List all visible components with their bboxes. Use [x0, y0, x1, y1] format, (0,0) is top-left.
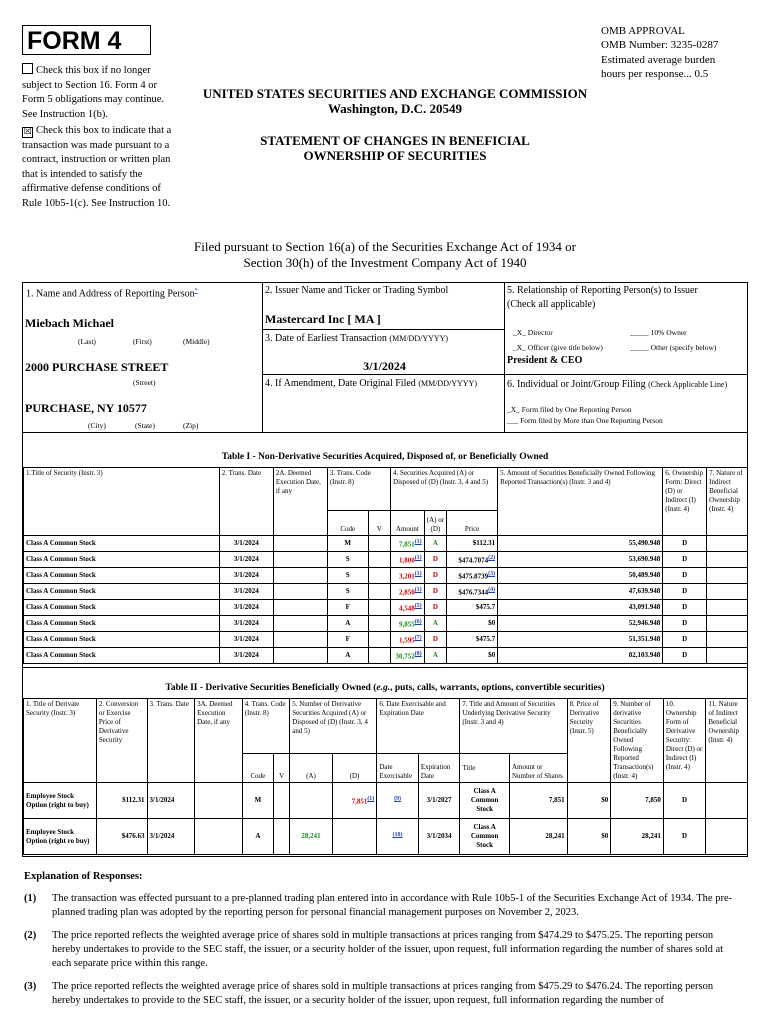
- table2-body: [24, 783, 748, 855]
- t2-derivative-title: Employee Stock Option (right to buy): [24, 783, 97, 819]
- box4-format: (MM/DD/YYYY): [418, 379, 477, 388]
- box-amendment: [262, 374, 505, 433]
- box-issuer: [262, 282, 505, 330]
- t1-security-title: Class A Common Stock: [24, 568, 220, 584]
- t2-deemed-date: [195, 819, 243, 855]
- table2-row: [24, 783, 748, 819]
- t1-ownership-form: D: [663, 552, 707, 568]
- t1-trans-date: 3/1/2024: [219, 568, 273, 584]
- t1-acquired-disposed: A: [424, 616, 446, 632]
- street-address: 2000 PURCHASE STREET: [25, 360, 169, 374]
- t1-ownership-form: D: [663, 568, 707, 584]
- t1-price-cell: [447, 536, 498, 552]
- box-reporting-person: [22, 282, 263, 433]
- t1-acquired-disposed: D: [424, 632, 446, 648]
- t1-price: $475.7: [475, 635, 496, 643]
- t2-expiration-date: 3/1/2027: [418, 783, 460, 819]
- t1-code: F: [327, 632, 368, 648]
- t1-price-footnote-link[interactable]: (4): [488, 586, 496, 593]
- filing-multiple-persons: ___ Form filed by More than One Reporting Person: [507, 416, 663, 425]
- t1-amount-footnote-link[interactable]: (8): [414, 650, 422, 657]
- t1-acquired-disposed: D: [424, 552, 446, 568]
- t1-amount-footnote-link[interactable]: (7): [414, 634, 422, 641]
- t1-price: $476.7344: [458, 588, 489, 597]
- t1-deemed-date: [273, 552, 327, 568]
- box2-label: 2. Issuer Name and Ticker or Trading Symbol: [265, 285, 449, 296]
- t1-deemed-date: [273, 584, 327, 600]
- t2-h-title: 1. Title of Derivate Security (Instr. 3): [24, 699, 97, 783]
- t1-sh-price: Price: [447, 511, 498, 536]
- t2-conversion-price: $112.31: [96, 783, 147, 819]
- t2-sh-v: V: [274, 754, 290, 783]
- t1-security-title: Class A Common Stock: [24, 600, 220, 616]
- t1-h-amount-owned: 5. Amount of Securities Beneficially Owned Following Reported Transaction(s) (Instr. 3 and 4): [498, 468, 663, 536]
- state-label: (State): [135, 421, 155, 430]
- t1-v: [368, 552, 390, 568]
- t1-deemed-date: [273, 648, 327, 664]
- t1-price-footnote-link[interactable]: (2): [488, 554, 496, 561]
- t2-acquired: 28,241: [290, 819, 333, 855]
- t2-exercisable-footnote-link[interactable]: (10): [392, 831, 403, 838]
- box-earliest-transaction: [262, 329, 505, 375]
- t2-h-ownership: 10. Ownership Form of Derivative Security: Direct (D) or Indirect (I) (Instr. 4): [663, 699, 706, 783]
- table1-row: [24, 584, 748, 600]
- t1-amount-owned: 52,946.948: [498, 616, 663, 632]
- t2-h-number: 5. Number of Derivative Securities Acquired (A) or Disposed of (D) (Instr. 3, 4 and 5): [290, 699, 377, 754]
- t1-security-title: Class A Common Stock: [24, 648, 220, 664]
- t2-sh-d: (D): [332, 754, 377, 783]
- t1-price: $475.8739: [458, 572, 489, 581]
- check-10b5-1: [22, 124, 172, 211]
- footnote: [24, 980, 744, 1008]
- t1-code: M: [327, 536, 368, 552]
- t1-h-code: 3. Trans. Code (Instr. 8): [327, 468, 390, 511]
- box1-label-text: 1. Name and Address of Reporting Person: [26, 288, 195, 300]
- city-state-zip: PURCHASE, NY 10577: [25, 401, 147, 415]
- t2-h-owned: 9. Number of derivative Securities Beneficially Owned Following Reported Transaction(s) (Instr. 4): [611, 699, 664, 783]
- box5-label: 5. Relationship of Reporting Person(s) to Issuer: [507, 285, 698, 296]
- box6-sublabel: (Check Applicable Line): [648, 380, 728, 389]
- t1-code: A: [327, 648, 368, 664]
- t2-sh-code: Code: [242, 754, 273, 783]
- t2-exercisable-footnote-link[interactable]: (9): [394, 795, 402, 802]
- check-no-longer-subject: [22, 63, 172, 122]
- t1-deemed-date: [273, 600, 327, 616]
- footnote-number: (1): [24, 893, 37, 904]
- t1-price-cell: [447, 552, 498, 568]
- t1-v: [368, 616, 390, 632]
- omb-approval: [601, 24, 761, 81]
- statement-title: STATEMENT OF CHANGES IN BENEFICIAL OWNERSHIP OF SECURITIES: [260, 133, 530, 163]
- t2-disposed-footnote-link[interactable]: (1): [367, 795, 375, 802]
- filed-pursuant: [150, 239, 620, 271]
- t1-amount-owned: 55,490.948: [498, 536, 663, 552]
- last-label: (Last): [78, 337, 96, 346]
- t1-amount-footnote-link[interactable]: (1): [414, 570, 422, 577]
- box-relationship: [504, 282, 748, 375]
- t1-nature: [707, 536, 748, 552]
- t1-h-title: 1.Title of Security (Instr. 3): [24, 468, 220, 536]
- t1-price-cell: [447, 584, 498, 600]
- box5-sublabel: (Check all applicable): [507, 299, 596, 310]
- t1-amount-footnote-link[interactable]: (1): [414, 554, 422, 561]
- t1-price-cell: [447, 632, 498, 648]
- earliest-transaction-date: 3/1/2024: [363, 359, 406, 373]
- t1-ownership-form: D: [663, 536, 707, 552]
- ten-percent-owner-check: _____ 10% Owner: [630, 328, 687, 337]
- t1-nature: [707, 584, 748, 600]
- city-label: (City): [88, 421, 106, 430]
- box4-label-text: 4. If Amendment, Date Original Filed: [265, 378, 416, 389]
- t2-deemed-date: [195, 783, 243, 819]
- t1-amount: 1,800: [398, 556, 415, 565]
- footnote-text: The transaction was effected pursuant to a pre-planned trading plan entered into in accordance with Rule 10b5-1 of the Securities Exchange Act of 1934. The pre-planned trading plan was adopted by the reporting person for personal financial management purposes on November 2, 2023.: [52, 893, 733, 918]
- t1-deemed-date: [273, 616, 327, 632]
- t2-sh-expiration: Expiration Date: [418, 754, 460, 783]
- table2-title-pre: Table II - Derivative Securities Beneficially Owned (: [165, 683, 377, 693]
- t2-h-nature: 11. Nature of Indirect Beneficial Ownership (Instr. 4): [706, 699, 748, 783]
- t2-h-conversion: 2. Conversion or Exercise Price of Derivative Security: [96, 699, 147, 783]
- box1-label: [26, 288, 198, 299]
- t1-amount-footnote-link[interactable]: (1): [414, 538, 422, 545]
- t1-v: [368, 632, 390, 648]
- table2-title-eg: e.g.: [376, 683, 391, 693]
- t1-trans-date: 3/1/2024: [219, 616, 273, 632]
- t2-disposed: 7,851: [351, 797, 368, 806]
- t2-derivative-price: $0: [567, 819, 611, 855]
- middle-label: (Middle): [183, 337, 210, 346]
- t1-amount: 4,548: [398, 604, 415, 613]
- t2-sh-date-exercisable: Date Exercisable: [377, 754, 419, 783]
- t2-date-exercisable: [377, 783, 419, 819]
- street-label: (Street): [133, 378, 156, 387]
- t2-underlying-shares: 28,241: [509, 819, 567, 855]
- officer-check: _X_ Officer (give title below): [513, 343, 603, 352]
- explanation-section: [24, 870, 744, 1017]
- t1-amount-cell: [391, 536, 425, 552]
- t1-sh-amount: Amount: [391, 511, 425, 536]
- t1-amount-cell: [391, 600, 425, 616]
- t1-amount: 30,752: [395, 652, 415, 661]
- t1-acquired-disposed: D: [424, 584, 446, 600]
- form-title: FORM 4: [22, 25, 151, 55]
- t1-amount-footnote-link[interactable]: (6): [414, 618, 422, 625]
- t1-code: S: [327, 584, 368, 600]
- t1-trans-date: 3/1/2024: [219, 600, 273, 616]
- box-filing-type: [504, 374, 748, 433]
- t2-acquired: [290, 783, 333, 819]
- table2-header-row: [24, 699, 748, 754]
- t1-v: [368, 600, 390, 616]
- t1-sh-code: Code: [327, 511, 368, 536]
- t1-trans-date: 3/1/2024: [219, 648, 273, 664]
- t1-nature: [707, 632, 748, 648]
- t2-trans-date: 3/1/2024: [147, 783, 195, 819]
- t1-amount-owned: 47,639.948: [498, 584, 663, 600]
- table2-title: [23, 683, 747, 693]
- t2-derivative-price: $0: [567, 783, 611, 819]
- t2-underlying-title: Class A Common Stock: [460, 819, 510, 855]
- t2-expiration-date: 3/1/2034: [418, 819, 460, 855]
- table1-frame: [22, 432, 748, 668]
- table1-row: [24, 552, 748, 568]
- table1-title: Table I - Non-Derivative Securities Acquired, Disposed of, or Beneficially Owned: [221, 452, 549, 462]
- t2-code: M: [242, 783, 273, 819]
- t1-price: $112.31: [472, 539, 496, 547]
- t1-h-date: 2. Trans. Date: [219, 468, 273, 536]
- t1-price: $0: [488, 619, 496, 627]
- omb-line: hours per response... 0.5: [601, 67, 709, 80]
- t2-nature: [706, 819, 748, 855]
- t1-nature: [707, 552, 748, 568]
- t2-h-date: 3. Trans. Date: [147, 699, 195, 783]
- t1-amount-footnote-link[interactable]: (1): [414, 586, 422, 593]
- table1-row: [24, 536, 748, 552]
- check2-text: Check this box to indicate that a transaction was made pursuant to a contract, instruction or written plan that is intended to satisfy the affirmative defense conditions of Rule 10b5-1(c). See Instruction 10.: [22, 125, 172, 209]
- omb-line: OMB Number: 3235-0287: [601, 39, 719, 52]
- t1-sh-v: V: [368, 511, 390, 536]
- footnote-text: The price reported reflects the weighted average price of shares sold in multiple transactions at prices ranging from $475.29 to $476.24. The reporting person hereby undertakes to provide to the SEC staff, the issuer, or a security holder of the issuer, upon request, full information regarding the number of: [52, 981, 714, 1006]
- filing-one-person: _X_ Form filed by One Reporting Person: [507, 405, 632, 414]
- agency-heading: [170, 86, 620, 116]
- t1-code: S: [327, 552, 368, 568]
- footnote: [24, 892, 744, 920]
- t1-price-cell: [447, 600, 498, 616]
- t1-code: A: [327, 616, 368, 632]
- table2-row: [24, 819, 748, 855]
- explanation-heading: Explanation of Responses:: [24, 871, 143, 882]
- t1-amount: 9,855: [398, 620, 415, 629]
- t2-h-exercisable: 6. Date Exercisable and Expiration Date: [377, 699, 460, 754]
- omb-line: Estimated average burden: [601, 53, 716, 66]
- t1-sh-ad: (A) or (D): [424, 511, 446, 536]
- t1-acquired-disposed: D: [424, 600, 446, 616]
- t1-amount-cell: [391, 616, 425, 632]
- footnote: [24, 929, 744, 971]
- check1-text: Check this box if no longer subject to Section 16. Form 4 or Form 5 obligations may continue. See Instruction 1(b).: [22, 65, 165, 120]
- table1-header-row: [24, 468, 748, 511]
- t1-security-title: Class A Common Stock: [24, 552, 220, 568]
- box1-footnote-link[interactable]: *: [194, 288, 198, 294]
- t1-v: [368, 536, 390, 552]
- t1-amount-cell: [391, 584, 425, 600]
- checkbox-10b5-1[interactable]: ☒: [23, 127, 32, 137]
- t2-disposed-cell: [332, 819, 377, 855]
- filed-line-1: Filed pursuant to Section 16(a) of the Securities Exchange Act of 1934 or: [194, 239, 576, 254]
- box4-label: [265, 378, 477, 389]
- t1-acquired-disposed: A: [424, 648, 446, 664]
- t1-price: $474.7074: [458, 556, 489, 565]
- footnote-number: (2): [24, 930, 37, 941]
- t2-trans-date: 3/1/2024: [147, 819, 195, 855]
- t2-owned: 7,850: [611, 783, 664, 819]
- t1-amount-owned: 53,690.948: [498, 552, 663, 568]
- t1-h-securities: 4. Securities Acquired (A) or Disposed of (D) (Instr. 3, 4 and 5): [391, 468, 498, 511]
- t1-code: S: [327, 568, 368, 584]
- omb-line: OMB APPROVAL: [601, 25, 685, 37]
- agency-name: UNITED STATES SECURITIES AND EXCHANGE COMMISSION: [202, 86, 588, 101]
- t1-h-ownership: 6. Ownership Form: Direct (D) or Indirect (I) (Instr. 4): [663, 468, 707, 536]
- t1-amount-cell: [391, 632, 425, 648]
- table1: [23, 467, 748, 664]
- t1-ownership-form: D: [663, 632, 707, 648]
- t2-ownership-form: D: [663, 819, 706, 855]
- t1-amount-owned: 82,103.948: [498, 648, 663, 664]
- table1-row: [24, 648, 748, 664]
- officer-title: President & CEO: [507, 355, 583, 366]
- director-check: _X_ Director: [513, 328, 553, 337]
- t1-amount-owned: 50,489.948: [498, 568, 663, 584]
- t1-acquired-disposed: A: [424, 536, 446, 552]
- filed-line-2: Section 30(h) of the Investment Company Act of 1940: [243, 255, 527, 270]
- t1-amount-owned: 43,091.948: [498, 600, 663, 616]
- t2-h-deemed: 3A. Deemed Execution Date, if any: [195, 699, 243, 783]
- t1-ownership-form: D: [663, 600, 707, 616]
- zip-label: (Zip): [183, 421, 199, 430]
- table2: [23, 698, 748, 855]
- table2-title-post: , puts, calls, warrants, options, convertible securities): [390, 683, 605, 693]
- agency-city: Washington, D.C. 20549: [328, 101, 462, 116]
- t2-v: [274, 783, 290, 819]
- t1-v: [368, 648, 390, 664]
- first-label: (First): [133, 337, 152, 346]
- t2-derivative-title: Employee Stock Option (right ro buy): [24, 819, 97, 855]
- t1-security-title: Class A Common Stock: [24, 632, 220, 648]
- t1-amount-cell: [391, 568, 425, 584]
- t2-ownership-form: D: [663, 783, 706, 819]
- t1-ownership-form: D: [663, 648, 707, 664]
- table2-frame: [22, 667, 748, 857]
- t1-h-deemed: 2A. Deemed Execution Date, if any: [273, 468, 327, 536]
- issuer-name: Mastercard Inc [ MA ]: [265, 312, 381, 326]
- t1-amount-footnote-link[interactable]: (5): [414, 602, 422, 609]
- other-check: _____ Other (specify below): [630, 343, 717, 352]
- t2-sh-a: (A): [290, 754, 333, 783]
- t1-price-cell: [447, 568, 498, 584]
- table1-row: [24, 600, 748, 616]
- t1-trans-date: 3/1/2024: [219, 632, 273, 648]
- t1-amount: 3,201: [398, 572, 415, 581]
- t1-nature: [707, 648, 748, 664]
- footnote-number: (3): [24, 981, 37, 992]
- t2-owned: 28,241: [611, 819, 664, 855]
- t2-h-code: 4. Trans. Code (Instr. 8): [242, 699, 290, 754]
- t1-deemed-date: [273, 568, 327, 584]
- t1-trans-date: 3/1/2024: [219, 536, 273, 552]
- t1-security-title: Class A Common Stock: [24, 616, 220, 632]
- box6-label: [507, 379, 727, 390]
- t1-ownership-form: D: [663, 584, 707, 600]
- reporting-person-name: Miebach Michael: [25, 316, 114, 330]
- t1-price-footnote-link[interactable]: (3): [488, 570, 496, 577]
- t1-price: $475.7: [475, 603, 496, 611]
- box3-label: [265, 333, 448, 344]
- table1-row: [24, 568, 748, 584]
- t1-amount: 7,851: [398, 540, 415, 549]
- t1-deemed-date: [273, 536, 327, 552]
- t1-ownership-form: D: [663, 616, 707, 632]
- footnote-text: The price reported reflects the weighted average price of shares sold in multiple transactions at prices ranging from $474.29 to $475.25. The reporting person hereby undertakes to provide to the SEC staff, the issuer, or a security holder of the issuer, upon request, full information regarding the number of shares sold at each separate price within this range.: [52, 930, 724, 969]
- t2-h-price: 8. Price of Derivative Security (Instr. 5): [567, 699, 611, 783]
- t2-sh-title: Title: [460, 754, 510, 783]
- t1-price-cell: [447, 616, 498, 632]
- t1-v: [368, 584, 390, 600]
- t1-trans-date: 3/1/2024: [219, 584, 273, 600]
- t1-amount: 1,595: [398, 636, 415, 645]
- box3-label-text: 3. Date of Earliest Transaction: [265, 333, 387, 344]
- t1-trans-date: 3/1/2024: [219, 552, 273, 568]
- t1-amount-owned: 51,351.948: [498, 632, 663, 648]
- t1-v: [368, 568, 390, 584]
- t1-acquired-disposed: D: [424, 568, 446, 584]
- t1-security-title: Class A Common Stock: [24, 584, 220, 600]
- t2-code: A: [242, 819, 273, 855]
- table1-row: [24, 616, 748, 632]
- t1-deemed-date: [273, 632, 327, 648]
- table1-row: [24, 632, 748, 648]
- t1-price: $0: [488, 651, 496, 659]
- t1-nature: [707, 568, 748, 584]
- t2-nature: [706, 783, 748, 819]
- box3-format: (MM/DD/YYYY): [389, 334, 449, 343]
- t1-amount: 2,850: [398, 588, 415, 597]
- t1-nature: [707, 616, 748, 632]
- checkbox-no-longer-subject[interactable]: [22, 63, 33, 74]
- t1-price-cell: [447, 648, 498, 664]
- t2-h-underlying: 7. Title and Amount of Securities Underlying Derivative Security (Instr. 3 and 4): [460, 699, 567, 754]
- t1-security-title: Class A Common Stock: [24, 536, 220, 552]
- t1-h-nature: 7. Nature of Indirect Beneficial Ownership (Instr. 4): [707, 468, 748, 536]
- t1-amount-cell: [391, 552, 425, 568]
- t2-conversion-price: $476.63: [96, 819, 147, 855]
- t1-amount-cell: [391, 648, 425, 664]
- t1-nature: [707, 600, 748, 616]
- t2-sh-shares: Amount or Number of Shares: [509, 754, 567, 783]
- t2-underlying-shares: 7,851: [509, 783, 567, 819]
- t2-disposed-cell: [332, 783, 377, 819]
- t2-date-exercisable: [377, 819, 419, 855]
- table1-body: [24, 536, 748, 664]
- t1-code: F: [327, 600, 368, 616]
- t2-v: [274, 819, 290, 855]
- t2-underlying-title: Class A Common Stock: [460, 783, 510, 819]
- box6-label-text: 6. Individual or Joint/Group Filing: [507, 379, 646, 390]
